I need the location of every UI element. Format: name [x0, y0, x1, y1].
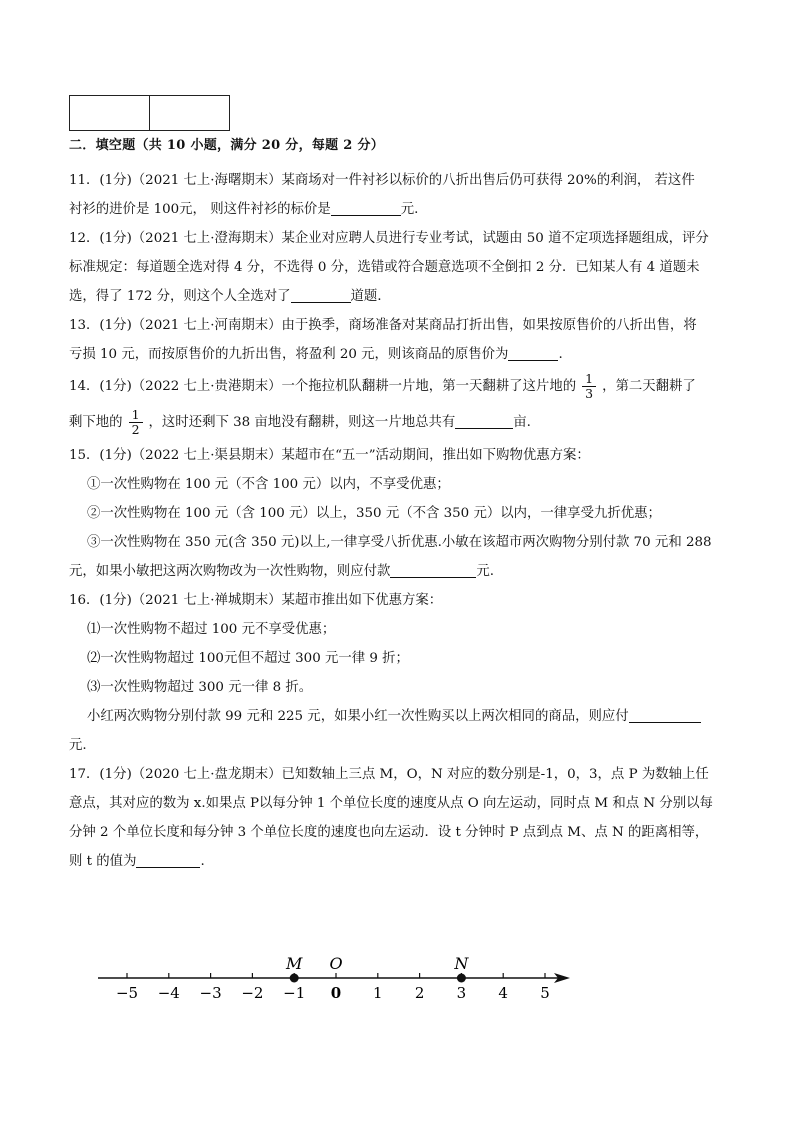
fraction [582, 372, 596, 401]
point-label-o: O [329, 954, 343, 973]
point-label-n: N [454, 954, 469, 973]
tick-label: 1 [373, 984, 383, 1002]
question-line [69, 369, 729, 405]
answer-blank[interactable] [629, 706, 701, 723]
question-13 [69, 311, 729, 369]
question-text: ，这时还剩下 38 亩地没有翻耕，则这一片地总共有 [148, 415, 456, 430]
questions [69, 166, 729, 876]
question-tail: 元. [69, 738, 87, 753]
list-item: ③一次性购物在 350 元(含 350 元)以上,一律享受八折优惠.小敏在该超市两次购物分别付款 70 元和 288 [87, 535, 712, 550]
fraction-numerator: 1 [582, 372, 596, 387]
tick-label: −3 [199, 984, 222, 1002]
tick-label: −5 [115, 984, 139, 1002]
question-11 [69, 166, 729, 224]
list-item: ②一次性购物在 100 元（含 100 元）以上，350 元（不含 350 元）以内，一律享受九折优惠； [87, 506, 661, 521]
question-text: 剩下地的 [69, 415, 123, 430]
answer-blank[interactable] [331, 199, 401, 216]
fraction-denominator: 2 [131, 422, 140, 437]
list-item: ⑵一次性购物超过 100元但不超过 300 元一律 9 折； [87, 651, 409, 666]
question-line [69, 282, 729, 311]
question-12 [69, 224, 729, 311]
question-line: 11．(1分)（2021 七上·海曙期末）某商场对一件衬衫以标价的八折出售后仍可获得 20%的利润， 若这件 [69, 173, 695, 188]
question-text: ，第二天翻耕了 [602, 379, 696, 394]
question-tail: . [558, 347, 563, 362]
answer-grid [69, 95, 230, 131]
question-tail: 道题． [350, 289, 391, 304]
question-14 [69, 369, 729, 441]
question-line: 标准规定：每道题全选对得 4 分，不选得 0 分，选错或符合题意选项不全倒扣 2 分．已知某人有 4 道题未 [69, 260, 700, 275]
tick-label: −4 [157, 984, 180, 1002]
question-line: 13．(1分)（2021 七上·河南期末）由于换季，商场准备对某商品打折出售，如果按原售价的八折出售，将 [69, 318, 697, 333]
question-line: 意点，其对应的数为 x.如果点 P以每分钟 1 个单位长度的速度从点 O 向左运动，同时点 M 和点 N 分别以每 [69, 796, 713, 811]
question-15 [69, 441, 729, 586]
list-item: ⑴一次性购物不超过 100 元不享受优惠； [87, 622, 336, 637]
question-line [69, 340, 729, 369]
question-line [69, 557, 729, 586]
question-line: 17．(1分)（2020 七上·盘龙期末）已知数轴上三点 M，O，N 对应的数分别是-1，0，3，点 P 为数轴上任 [69, 767, 709, 782]
question-text: 则 t 的值为 [69, 854, 137, 869]
tick-label: 4 [498, 984, 508, 1002]
fraction-denominator: 3 [585, 386, 594, 401]
section-title: 二．填空题（共 10 小题，满分 20 分，每题 2 分） [69, 138, 385, 153]
point-n [457, 974, 466, 983]
number-line-figure [92, 950, 576, 1006]
question-line: 分钟 2 个单位长度和每分钟 3 个单位长度的速度也向左运动．设 t 分钟时 P 点到点 M、点 N 的距离相等， [69, 825, 709, 840]
question-16 [69, 586, 729, 760]
tick-label: 0 [330, 984, 342, 1002]
point-m [290, 974, 299, 983]
list-item: ⑶一次性购物超过 300 元一律 8 折。 [87, 680, 313, 695]
fraction-numerator: 1 [129, 408, 143, 423]
tick-label: −2 [241, 984, 264, 1002]
question-text: 选，得了 172 分，则这个人全选对了 [69, 289, 291, 304]
question-17 [69, 760, 729, 876]
answer-cell [70, 96, 150, 131]
question-tail: 元. [476, 564, 495, 579]
list-item: ①一次性购物在 100 元（不含 100 元）以内，不享受优惠； [87, 477, 450, 492]
question-tail: . [200, 854, 205, 869]
tick-label: −1 [283, 984, 306, 1002]
tick-label: 3 [456, 984, 467, 1002]
question-tail: 元. [400, 202, 419, 217]
question-tail: 亩. [513, 415, 531, 430]
fraction [129, 408, 143, 437]
answer-blank[interactable] [390, 561, 476, 578]
point-label-m: M [286, 954, 303, 973]
question-line: 15．(1分)（2022 七上·渠县期末）某超市在“五一”活动期间，推出如下购物优惠方案： [69, 448, 590, 463]
question-line [69, 405, 729, 441]
answer-blank[interactable] [291, 286, 351, 303]
question-text: 14．(1分)（2022 七上·贵港期末）一个拖拉机队翻耕一片地，第一天翻耕了这片地的 [69, 379, 577, 394]
question-text: 小红两次购物分别付款 99 元和 225 元，如果小红一次性购买以上两次相同的商品，则应付 [87, 709, 629, 724]
question-line [87, 702, 729, 731]
answer-cell [150, 96, 230, 131]
answer-blank[interactable] [508, 344, 558, 361]
question-line [69, 195, 729, 224]
answer-blank[interactable] [455, 412, 513, 429]
answer-blank[interactable] [136, 851, 200, 868]
question-text: 元，如果小敏把这两次购物改为一次性购物，则应付款 [69, 564, 391, 579]
tick-label: 5 [540, 984, 550, 1002]
question-text: 亏损 10 元，而按原售价的九折出售，将盈利 20 元，则该商品的原售价为 [69, 347, 509, 362]
question-line: 12．(1分)（2021 七上·澄海期末）某企业对应聘人员进行专业考试，试题由 50 道不定项选择题组成，评分 [69, 231, 709, 246]
tick-label: 2 [414, 984, 425, 1002]
question-line: 16．(1分)（2021 七上·禅城期末）某超市推出如下优惠方案： [69, 593, 443, 608]
question-line [69, 847, 729, 876]
question-text: 衬衫的进价是 100元， 则这件衬衫的标价是 [69, 202, 331, 217]
